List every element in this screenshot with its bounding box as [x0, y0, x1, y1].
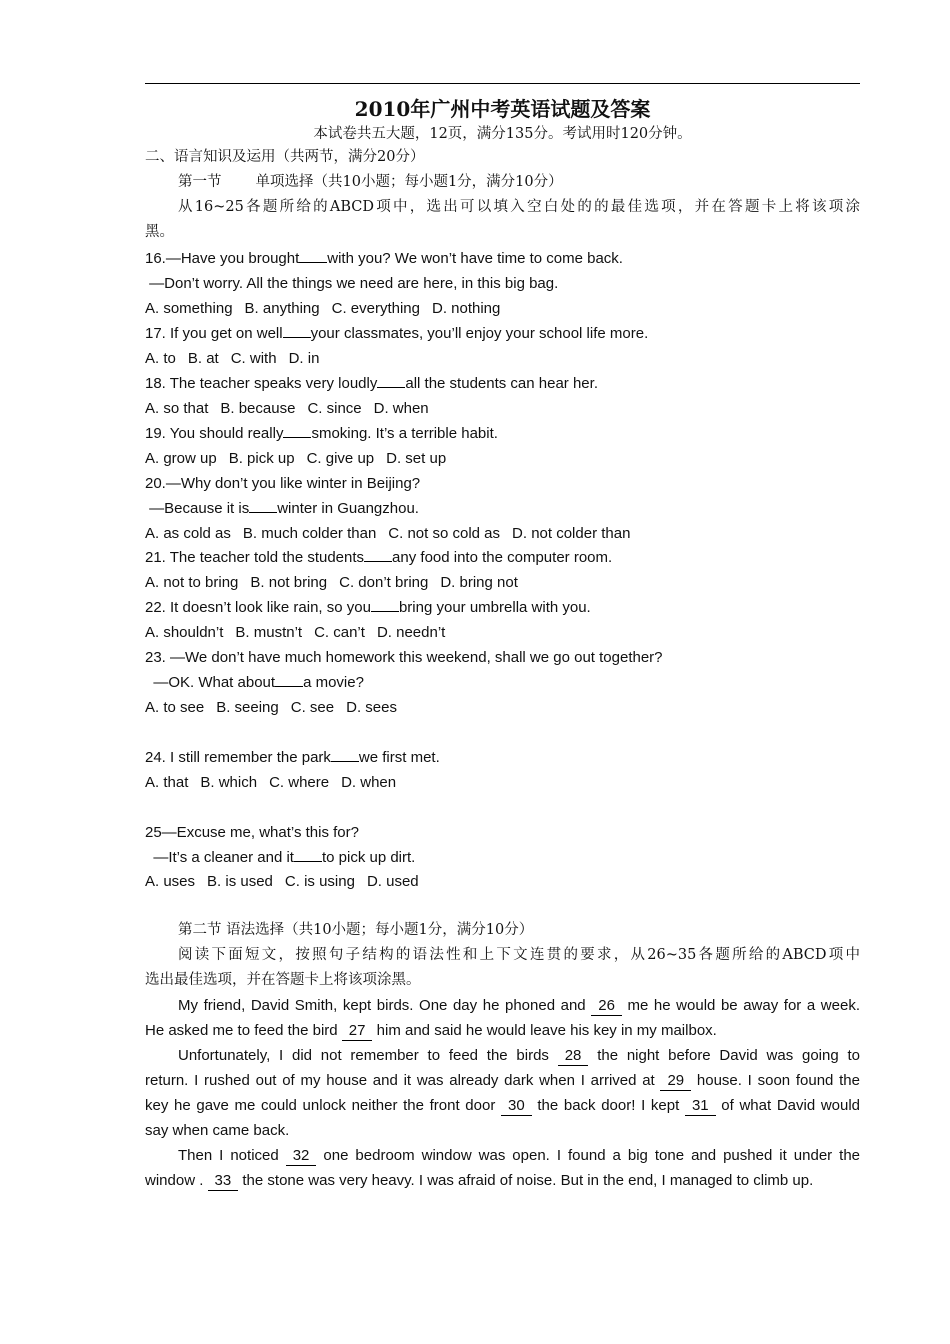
option-c: C. can’t [314, 624, 365, 641]
option-a: A. so that [145, 400, 209, 417]
question-text: 24. I still remember the park [145, 749, 331, 766]
blank-26: 26 [591, 997, 622, 1016]
section1-heading [178, 170, 860, 195]
answer-blank [283, 323, 311, 338]
passage-line [145, 1018, 860, 1043]
passage-text: of what David would [721, 1097, 861, 1114]
page-title: 2010年广州中考英语试题及答案 [354, 97, 651, 121]
question-16-options [145, 296, 860, 321]
answer-blank [249, 498, 277, 513]
option-a: A. grow up [145, 450, 217, 467]
section2-instruction: 阅读下面短文，按照句子结构的语法性和上下文连贯的要求，从26~35各题所给的ABCD项中 [178, 947, 860, 963]
passage-line [145, 1068, 860, 1093]
option-a: A. shouldn’t [145, 624, 224, 641]
question-text: 17. If you get on well [145, 325, 283, 342]
question-19 [145, 421, 860, 446]
question-18-options [145, 396, 860, 421]
passage-text: house. I soon found the [696, 1072, 860, 1089]
blank-29: 29 [660, 1072, 691, 1091]
option-c: C. not so cold as [388, 525, 501, 542]
option-d: D. nothing [431, 300, 501, 317]
question-text: bring your umbrella with you. [398, 599, 591, 616]
option-b: B. because [220, 400, 296, 417]
question-text: 22. It doesn’t look like rain, so you [145, 599, 371, 616]
question-text: with you? We won’t have time to come back. [327, 250, 623, 267]
blank-28: 28 [558, 1047, 589, 1066]
question-text: 16.—Have you brought [145, 250, 300, 267]
passage-text: He asked me to feed the bird [145, 1022, 338, 1039]
option-a: A. not to bring [145, 574, 239, 591]
question-20-options [145, 521, 860, 546]
option-c: C. where [269, 774, 330, 791]
option-b: B. seeing [216, 699, 279, 716]
passage-line [178, 1143, 860, 1168]
option-a: A. to see [145, 699, 205, 716]
section1-desc: 单项选择（共10小题；每小题1分，满分10分） [255, 174, 563, 190]
option-a: A. that [145, 774, 189, 791]
answer-blank [331, 747, 359, 762]
question-text: any food into the computer room. [392, 549, 613, 566]
question-17 [145, 321, 860, 346]
question-23-options [145, 695, 860, 720]
question-text: winter in Guangzhou. [277, 500, 419, 517]
question-text: 18. The teacher speaks very loudly [145, 375, 378, 392]
question-16-reply: —Don’t worry. All the things we need are here, in this big bag. [145, 275, 559, 292]
question-text: 21. The teacher told the students [145, 549, 365, 566]
question-19-options [145, 446, 860, 471]
passage-text: key he gave me could unlock neither the front door [145, 1097, 496, 1114]
question-21 [145, 545, 860, 570]
question-24 [145, 745, 860, 770]
passage-text: Unfortunately, I did not remember to feed the birds [178, 1047, 549, 1064]
option-c: C. everything [331, 300, 420, 317]
option-c: C. see [290, 699, 335, 716]
question-22-options [145, 620, 860, 645]
question-20: 20.—Why don’t you like winter in Beijing? [145, 475, 421, 492]
answer-blank [377, 373, 405, 388]
passage-text: me he would be away for a week. [627, 997, 860, 1014]
page-subtitle: 本试卷共五大题，12页，满分135分。考试用时120分钟。 [313, 126, 692, 142]
question-text: 19. You should really [145, 425, 284, 442]
passage-line [145, 1093, 860, 1118]
section1-instruction: 从16~25各题所给的ABCD项中，选出可以填入空白处的的最佳选项，并在答题卡上将该项涂 [178, 199, 860, 215]
option-c: C. is using [284, 873, 355, 890]
passage-line [178, 1043, 860, 1068]
option-b: B. anything [244, 300, 320, 317]
passage-text: one bedroom window was open. I found a big tone and pushed it under the [323, 1147, 860, 1164]
passage-text: window . [145, 1172, 204, 1189]
option-a: A. uses [145, 873, 196, 890]
option-b: B. at [187, 350, 219, 367]
question-text: all the students can hear her. [405, 375, 598, 392]
option-d: D. bring not [440, 574, 518, 591]
question-23-reply [145, 670, 860, 695]
answer-blank [294, 847, 322, 862]
passage-text: My friend, David Smith, kept birds. One day he phoned and [178, 997, 586, 1014]
answer-blank [371, 597, 399, 612]
option-b: B. which [200, 774, 258, 791]
question-text: a movie? [303, 674, 364, 691]
option-d: D. when [373, 400, 429, 417]
question-24-options [145, 770, 860, 795]
blank-30: 30 [501, 1097, 532, 1116]
option-c: C. since [307, 400, 362, 417]
passage-text: Then I noticed [178, 1147, 279, 1164]
passage-text: the stone was very heavy. I was afraid of noise. But in the end, I managed to climb up. [242, 1172, 814, 1189]
section2-instruction-cont: 选出最佳选项，并在答题卡上将该项涂黑。 [145, 972, 421, 988]
section2-heading: 第二节 语法选择（共10小题；每小题1分，满分10分） [178, 922, 534, 938]
option-d: D. not colder than [512, 525, 631, 542]
blank-31: 31 [685, 1097, 716, 1116]
header-rule [145, 83, 860, 84]
passage-line: say when came back. [145, 1122, 290, 1139]
part-heading: 二、语言知识及运用（共两节，满分20分） [145, 149, 425, 165]
question-text: —OK. What about [145, 674, 276, 691]
passage-text: him and said he would leave his key in my mailbox. [376, 1022, 717, 1039]
option-b: B. is used [207, 873, 273, 890]
blank-32: 32 [286, 1147, 317, 1166]
question-25-options [145, 869, 860, 894]
blank-33: 33 [208, 1172, 239, 1191]
option-a: A. something [145, 300, 233, 317]
passage-line [145, 1168, 860, 1193]
passage-text: return. I rushed out of my house and it was already dark when I arrived at [145, 1072, 655, 1089]
option-c: C. don’t bring [339, 574, 429, 591]
option-b: B. pick up [228, 450, 295, 467]
question-22 [145, 595, 860, 620]
answer-blank [364, 547, 392, 562]
answer-blank [299, 248, 327, 263]
question-text: we first met. [358, 749, 440, 766]
question-16 [145, 246, 860, 271]
option-b: B. much colder than [242, 525, 377, 542]
option-c: C. with [230, 350, 277, 367]
answer-blank [283, 423, 311, 438]
question-21-options [145, 570, 860, 595]
question-text: smoking. It’s a terrible habit. [311, 425, 498, 442]
answer-blank [275, 672, 303, 687]
option-d: D. set up [386, 450, 447, 467]
option-a: A. as cold as [145, 525, 231, 542]
question-17-options [145, 346, 860, 371]
option-c: C. give up [306, 450, 375, 467]
passage-text: the night before David was going to [597, 1047, 860, 1064]
question-25: 25—Excuse me, what’s this for? [145, 824, 359, 841]
passage-text: the back door! I kept [537, 1097, 680, 1114]
option-d: D. sees [346, 699, 397, 716]
option-b: B. not bring [250, 574, 328, 591]
question-text: your classmates, you’ll enjoy your school life more. [310, 325, 649, 342]
option-a: A. to [145, 350, 176, 367]
blank-27: 27 [342, 1022, 373, 1041]
passage-line [178, 993, 860, 1018]
question-18 [145, 371, 860, 396]
section1-instruction-cont: 黑。 [145, 224, 174, 240]
question-text: —Because it is [145, 500, 250, 517]
question-25-reply [145, 845, 860, 870]
question-text: to pick up dirt. [321, 849, 416, 866]
question-text: —It’s a cleaner and it [145, 849, 294, 866]
option-b: B. mustn’t [235, 624, 303, 641]
option-d: D. in [288, 350, 320, 367]
section1-label: 第一节 [178, 174, 222, 190]
question-23: 23. —We don’t have much homework this weekend, shall we go out together? [145, 649, 663, 666]
option-d: D. when [341, 774, 397, 791]
option-d: D. used [366, 873, 419, 890]
option-d: D. needn’t [376, 624, 446, 641]
question-20-reply [145, 496, 860, 521]
